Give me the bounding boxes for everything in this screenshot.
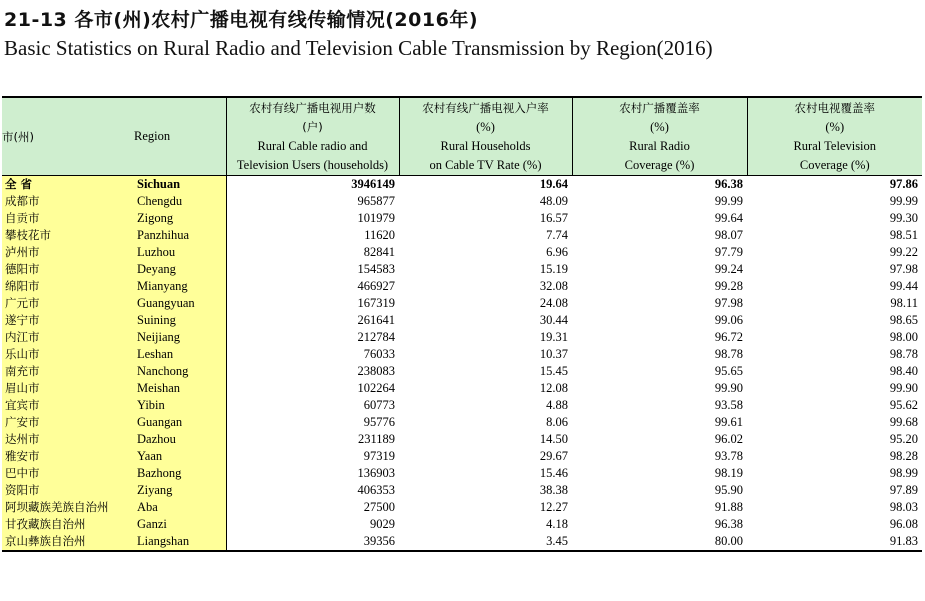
cell-cable-users: 167319 bbox=[226, 295, 399, 312]
table-row bbox=[2, 380, 922, 397]
cell-household-rate: 6.96 bbox=[546, 245, 568, 259]
cell-region: Chengdu bbox=[134, 193, 226, 210]
cell-city: 达州市 bbox=[2, 431, 134, 448]
cell-city: 宜宾市 bbox=[2, 397, 134, 414]
cell-region: Neijiang bbox=[134, 329, 226, 346]
table-row bbox=[2, 193, 922, 210]
cell-region: Deyang bbox=[134, 261, 226, 278]
cell-cable-users: 261641 bbox=[226, 312, 399, 329]
cell-cable-users: 76033 bbox=[226, 346, 399, 363]
cell-radio-coverage: 99.99 bbox=[714, 194, 743, 208]
cell-household-rate: 24.08 bbox=[539, 296, 568, 310]
cell-region: Zigong bbox=[134, 210, 226, 227]
cell-city: 阿坝藏族羌族自治州 bbox=[2, 499, 134, 516]
cell-household-rate: 10.37 bbox=[539, 347, 568, 361]
cell-city: 自贡市 bbox=[2, 210, 134, 227]
cell-city: 南充市 bbox=[2, 363, 134, 380]
cell-tv-coverage: 95.62 bbox=[889, 398, 918, 412]
header-cable-users-en-line2: Television Users (households) bbox=[236, 157, 389, 172]
cell-radio-coverage: 96.02 bbox=[714, 432, 743, 446]
cell-region: Leshan bbox=[134, 346, 226, 363]
table-row bbox=[2, 363, 922, 380]
cell-household-rate: 4.18 bbox=[546, 517, 568, 531]
cell-radio-coverage: 98.78 bbox=[714, 347, 743, 361]
cell-tv-coverage: 98.78 bbox=[889, 347, 918, 361]
cell-cable-users: 11620 bbox=[226, 227, 399, 244]
cell-radio-coverage: 96.38 bbox=[714, 177, 743, 191]
cell-region: Mianyang bbox=[134, 278, 226, 295]
header-cable-users bbox=[226, 97, 399, 176]
header-household-rate-en-line2: on Cable TV Rate (%) bbox=[429, 157, 542, 172]
cell-household-rate: 8.06 bbox=[546, 415, 568, 429]
cell-cable-users: 154583 bbox=[226, 261, 399, 278]
cell-radio-coverage: 93.58 bbox=[714, 398, 743, 412]
cell-tv-coverage: 95.20 bbox=[889, 432, 918, 446]
cell-household-rate: 15.45 bbox=[539, 364, 568, 378]
header-tv-coverage-cn: 农村电视覆盖率 bbox=[794, 100, 875, 115]
cell-region: Suining bbox=[134, 312, 226, 329]
cell-region: Luzhou bbox=[134, 244, 226, 261]
table-row bbox=[2, 414, 922, 431]
cell-region: Aba bbox=[134, 499, 226, 516]
cell-cable-users: 95776 bbox=[226, 414, 399, 431]
table-row bbox=[2, 482, 922, 499]
cell-radio-coverage: 99.28 bbox=[714, 279, 743, 293]
cell-tv-coverage: 98.99 bbox=[889, 466, 918, 480]
cell-cable-users: 27500 bbox=[226, 499, 399, 516]
cell-radio-coverage: 97.98 bbox=[714, 296, 743, 310]
cell-cable-users: 9029 bbox=[226, 516, 399, 533]
cell-tv-coverage: 97.86 bbox=[889, 177, 918, 191]
cell-household-rate: 15.46 bbox=[539, 466, 568, 480]
header-cable-users-unit: (户) bbox=[302, 119, 323, 134]
cell-radio-coverage: 95.65 bbox=[714, 364, 743, 378]
cell-household-rate: 38.38 bbox=[539, 483, 568, 497]
header-radio-coverage bbox=[572, 97, 747, 176]
cell-household-rate: 30.44 bbox=[539, 313, 568, 327]
cell-cable-users: 231189 bbox=[226, 431, 399, 448]
cell-tv-coverage: 99.22 bbox=[889, 245, 918, 259]
cell-household-rate: 48.09 bbox=[539, 194, 568, 208]
cell-cable-users: 965877 bbox=[226, 193, 399, 210]
cell-city: 绵阳市 bbox=[2, 278, 134, 295]
cell-cable-users: 82841 bbox=[226, 244, 399, 261]
cell-tv-coverage: 98.65 bbox=[889, 313, 918, 327]
cell-tv-coverage: 91.83 bbox=[747, 533, 922, 551]
cell-tv-coverage: 99.44 bbox=[889, 279, 918, 293]
cell-city: 泸州市 bbox=[2, 244, 134, 261]
cell-household-rate: 29.67 bbox=[539, 449, 568, 463]
header-radio-coverage-en-line1: Rural Radio bbox=[629, 138, 690, 153]
cell-city: 内江市 bbox=[2, 329, 134, 346]
cell-radio-coverage: 96.38 bbox=[714, 517, 743, 531]
cell-city: 成都市 bbox=[2, 193, 134, 210]
page-title-chinese: 21-13 各市(州)农村广播电视有线传输情况(2016年) bbox=[4, 9, 478, 31]
cell-city: 甘孜藏族自治州 bbox=[2, 516, 134, 533]
table-row bbox=[2, 261, 922, 278]
table-row bbox=[2, 346, 922, 363]
cell-cable-users: 60773 bbox=[226, 397, 399, 414]
cell-city: 雅安市 bbox=[2, 448, 134, 465]
cell-tv-coverage: 99.30 bbox=[889, 211, 918, 225]
table-row bbox=[2, 499, 922, 516]
cell-city: 广安市 bbox=[2, 414, 134, 431]
table-row bbox=[2, 227, 922, 244]
header-radio-coverage-en-line2: Coverage (%) bbox=[624, 157, 695, 172]
cell-region: Dazhou bbox=[134, 431, 226, 448]
header-cable-users-en-line1: Rural Cable radio and bbox=[257, 138, 368, 153]
table-row bbox=[2, 295, 922, 312]
table-row bbox=[2, 465, 922, 482]
table-row bbox=[2, 244, 922, 261]
cell-radio-coverage: 96.72 bbox=[714, 330, 743, 344]
header-household-rate bbox=[399, 97, 572, 176]
cell-radio-coverage: 91.88 bbox=[714, 500, 743, 514]
cell-tv-coverage: 97.89 bbox=[889, 483, 918, 497]
cell-tv-coverage: 99.68 bbox=[889, 415, 918, 429]
cell-city: 资阳市 bbox=[2, 482, 134, 499]
cell-region: Yibin bbox=[134, 397, 226, 414]
cell-cable-users: 406353 bbox=[226, 482, 399, 499]
cell-region: Guangyuan bbox=[134, 295, 226, 312]
cell-radio-coverage: 93.78 bbox=[714, 449, 743, 463]
cell-radio-coverage: 99.90 bbox=[714, 381, 743, 395]
cell-region: Meishan bbox=[134, 380, 226, 397]
cell-city: 乐山市 bbox=[2, 346, 134, 363]
cell-city: 全 省 bbox=[2, 176, 134, 194]
cell-tv-coverage: 98.03 bbox=[889, 500, 918, 514]
cell-cable-users: 101979 bbox=[226, 210, 399, 227]
table-row bbox=[2, 397, 922, 414]
cell-tv-coverage: 99.99 bbox=[889, 194, 918, 208]
table-header-row bbox=[2, 97, 922, 176]
header-tv-coverage bbox=[747, 97, 922, 176]
cell-radio-coverage: 98.19 bbox=[714, 466, 743, 480]
cell-city: 遂宁市 bbox=[2, 312, 134, 329]
header-city: 市(州) bbox=[2, 97, 134, 176]
cell-region: Ziyang bbox=[134, 482, 226, 499]
cell-tv-coverage: 96.08 bbox=[889, 517, 918, 531]
header-tv-coverage-unit: (%) bbox=[825, 119, 845, 134]
cell-city: 巴中市 bbox=[2, 465, 134, 482]
cell-radio-coverage: 99.24 bbox=[714, 262, 743, 276]
table-row-total bbox=[2, 176, 922, 194]
table-row bbox=[2, 431, 922, 448]
cell-region: Ganzi bbox=[134, 516, 226, 533]
header-radio-coverage-unit: (%) bbox=[650, 119, 669, 134]
header-radio-coverage-cn: 农村广播覆盖率 bbox=[619, 100, 700, 115]
cell-radio-coverage: 80.00 bbox=[572, 533, 747, 551]
cell-cable-users: 39356 bbox=[226, 533, 399, 551]
table-row bbox=[2, 448, 922, 465]
header-tv-coverage-en-line1: Rural Television bbox=[793, 138, 877, 153]
cell-city: 京山彝族自治州 bbox=[2, 533, 134, 551]
cell-region: Sichuan bbox=[134, 176, 226, 194]
cell-region: Bazhong bbox=[134, 465, 226, 482]
cell-cable-users: 238083 bbox=[226, 363, 399, 380]
cell-household-rate: 19.64 bbox=[539, 177, 568, 191]
table-row bbox=[2, 312, 922, 329]
table-row bbox=[2, 329, 922, 346]
header-household-rate-cn: 农村有线广播电视入户率 bbox=[422, 100, 549, 115]
cell-household-rate: 12.27 bbox=[539, 500, 568, 514]
cell-tv-coverage: 98.51 bbox=[889, 228, 918, 242]
cell-region: Nanchong bbox=[134, 363, 226, 380]
cell-region: Guangan bbox=[134, 414, 226, 431]
cell-tv-coverage: 98.40 bbox=[889, 364, 918, 378]
cell-radio-coverage: 97.79 bbox=[714, 245, 743, 259]
cell-tv-coverage: 98.28 bbox=[889, 449, 918, 463]
cell-region: Yaan bbox=[134, 448, 226, 465]
cell-household-rate: 12.08 bbox=[539, 381, 568, 395]
cell-cable-users: 102264 bbox=[226, 380, 399, 397]
statistics-table bbox=[2, 96, 922, 552]
header-household-rate-unit: (%) bbox=[476, 119, 495, 134]
cell-tv-coverage: 99.90 bbox=[889, 381, 918, 395]
cell-city: 眉山市 bbox=[2, 380, 134, 397]
cell-region: Panzhihua bbox=[134, 227, 226, 244]
cell-household-rate: 19.31 bbox=[539, 330, 568, 344]
header-tv-coverage-en-line2: Coverage (%) bbox=[799, 157, 870, 172]
cell-household-rate: 16.57 bbox=[539, 211, 568, 225]
cell-radio-coverage: 95.90 bbox=[714, 483, 743, 497]
cell-household-rate: 14.50 bbox=[539, 432, 568, 446]
cell-household-rate: 3.45 bbox=[399, 533, 572, 551]
table-row bbox=[2, 278, 922, 295]
header-cable-users-cn: 农村有线广播电视用户数 bbox=[249, 100, 376, 115]
cell-tv-coverage: 98.11 bbox=[890, 296, 918, 310]
cell-household-rate: 7.74 bbox=[546, 228, 568, 242]
cell-radio-coverage: 99.61 bbox=[714, 415, 743, 429]
cell-radio-coverage: 99.06 bbox=[714, 313, 743, 327]
cell-city: 德阳市 bbox=[2, 261, 134, 278]
cell-radio-coverage: 98.07 bbox=[714, 228, 743, 242]
table-row bbox=[2, 516, 922, 533]
cell-tv-coverage: 98.00 bbox=[889, 330, 918, 344]
table-row bbox=[2, 533, 922, 551]
cell-cable-users: 136903 bbox=[226, 465, 399, 482]
cell-household-rate: 4.88 bbox=[546, 398, 568, 412]
cell-cable-users: 466927 bbox=[226, 278, 399, 295]
cell-household-rate: 15.19 bbox=[539, 262, 568, 276]
header-region: Region bbox=[134, 97, 226, 176]
cell-cable-users: 3946149 bbox=[226, 176, 399, 194]
cell-cable-users: 97319 bbox=[226, 448, 399, 465]
page-title-english: Basic Statistics on Rural Radio and Television Cable Transmission by Region(2016) bbox=[4, 36, 713, 60]
table-row bbox=[2, 210, 922, 227]
cell-cable-users: 212784 bbox=[226, 329, 399, 346]
cell-radio-coverage: 99.64 bbox=[714, 211, 743, 225]
cell-household-rate: 32.08 bbox=[539, 279, 568, 293]
cell-tv-coverage: 97.98 bbox=[889, 262, 918, 276]
cell-region: Liangshan bbox=[134, 533, 226, 551]
header-household-rate-en-line1: Rural Households bbox=[440, 138, 531, 153]
cell-city: 攀枝花市 bbox=[2, 227, 134, 244]
cell-city: 广元市 bbox=[2, 295, 134, 312]
